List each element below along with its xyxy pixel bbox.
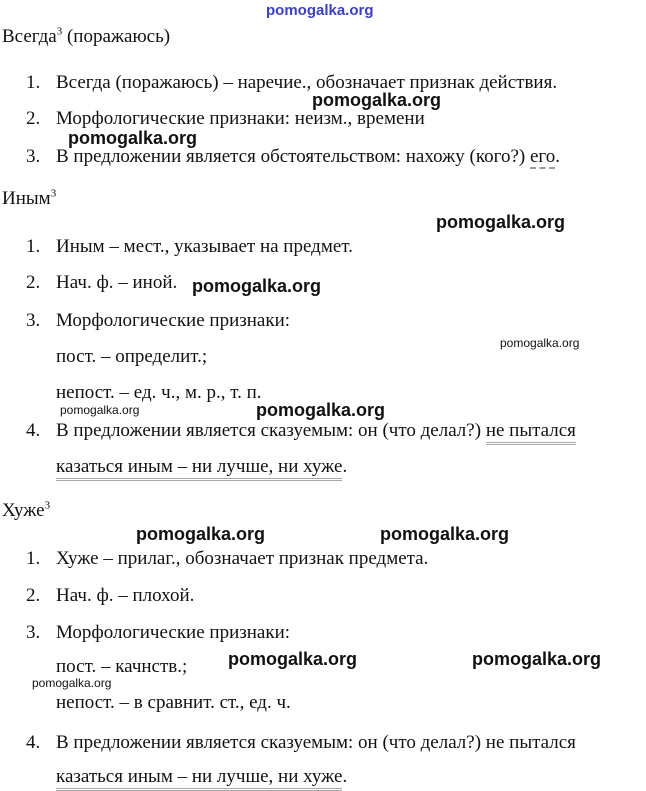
sub-item-text: непост. – в сравнит. ст., ед. ч. (56, 692, 291, 713)
watermark: pomogalka.org (192, 276, 322, 296)
heading-word: Иным (2, 188, 51, 209)
item-number: 2. (26, 272, 41, 293)
watermark: pomogalka.org (68, 128, 198, 148)
item-text-end: . (342, 456, 348, 477)
watermark: pomogalka.org (228, 649, 358, 669)
watermark: pomogalka.org (500, 336, 580, 350)
underlined-predicate: казаться иным – ни лучше, ни хуже (56, 456, 342, 481)
heading-word: Всегда (2, 26, 57, 47)
item-number: 1. (26, 548, 41, 569)
watermark: pomogalka.org (380, 524, 510, 544)
item-continuation (56, 456, 347, 479)
item-text: Морфологические признаки: (56, 310, 291, 331)
sub-item-text: пост. – определит.; (56, 346, 208, 367)
item-number: 4. (26, 420, 41, 441)
watermark: pomogalka.org (266, 2, 374, 19)
item-number: 3. (26, 310, 41, 331)
item-number: 3. (26, 622, 41, 643)
section-heading-khuzhe (2, 500, 50, 523)
item-text: Нач. ф. – иной. (56, 272, 178, 293)
item-number: 4. (26, 732, 41, 753)
item-text (56, 146, 560, 169)
section-heading-inym (2, 188, 56, 211)
watermark: pomogalka.org (472, 649, 602, 669)
item-number: 1. (26, 236, 41, 257)
item-continuation (56, 766, 347, 789)
watermark: pomogalka.org (436, 212, 566, 232)
item-text: Морфологические признаки: (56, 622, 291, 643)
item-text-main: В предложении является сказуемым: он (что делал?) (56, 420, 486, 441)
item-text: Морфологические признаки: неизм., времени (56, 108, 425, 129)
item-text-end: . (555, 146, 560, 167)
item-text-main: В предложении является обстоятельством: нахожу (кого?) (56, 146, 530, 167)
sub-item-text: пост. – качнств.; (56, 656, 188, 677)
item-number: 2. (26, 585, 41, 606)
watermark: pomogalka.org (60, 403, 140, 417)
item-number: 3. (26, 146, 41, 167)
watermark: pomogalka.org (32, 676, 112, 690)
section-heading-vsegda (2, 26, 170, 49)
underlined-predicate: не пытался (486, 420, 576, 445)
item-text-end: . (342, 766, 348, 787)
item-text: Иным – мест., указывает на предмет. (56, 236, 353, 257)
watermark: pomogalka.org (136, 524, 266, 544)
item-text: Хуже – прилаг., обозначает признак предмета. (56, 548, 429, 569)
watermark: pomogalka.org (256, 400, 386, 420)
heading-sup: 3 (56, 25, 63, 38)
heading-sup: 3 (50, 187, 57, 200)
item-text (56, 420, 576, 443)
item-text: В предложении является сказуемым: он (что делал?) не пытался (56, 732, 576, 753)
underlined-predicate: казаться иным – ни лучше, ни хуже (56, 766, 342, 791)
heading-sup: 3 (44, 499, 51, 512)
heading-note: (поражаюсь) (62, 26, 171, 47)
sub-item-text: непост. – ед. ч., м. р., т. п. (56, 382, 262, 403)
underlined-word: его (529, 146, 556, 167)
heading-word: Хуже (2, 500, 45, 521)
item-number: 1. (26, 72, 41, 93)
item-text: Всегда (поражаюсь) – наречие., обозначает признак действия. (56, 72, 558, 93)
watermark: pomogalka.org (312, 90, 442, 110)
item-text: Нач. ф. – плохой. (56, 585, 195, 606)
item-number: 2. (26, 108, 41, 129)
